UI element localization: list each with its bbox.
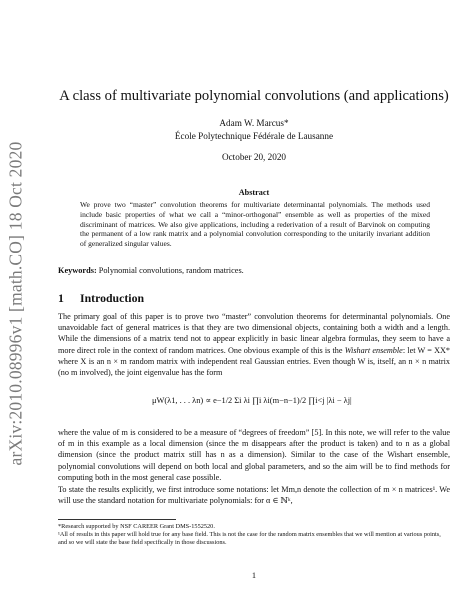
wishart-term: Wishart ensemble [344,345,403,355]
keywords-text: Polynomial convolutions, random matrices. [98,266,244,275]
intro-paragraph-3: To state the results explicitly, we first introduce some notations: let Mm,n denote the collection of m × n matrices¹. We will use the standard notation for multivariate polynomials: for α ∈ ℕᵏ, [58,485,450,506]
intro-paragraph-1 [58,311,450,378]
section-heading [58,291,144,306]
section-title: Introduction [80,291,145,305]
p1-text-b: : let W = XX* where X is an n × m random matrix with independent real Gaussian entries. Even though W is, itself, an n × n matrix (no m involved), the joint eigenvalue has the form [58,345,451,378]
abstract-text: We prove two “master” convolution theorems for multivariate determinantal polynomials. The methods used include basic properties of what we call a “minor-orthogonal” ensemble as well as properties of the mixed discriminant of matrices. We also give applications, including a rederivation of a result of Barvinok on computing the permanent of a low rank matrix and a polynomial convolution corresponding to the unitarily invariant addition of generalized singular values. [80,200,430,249]
p1-text-a: The primary goal of this paper is to prove two “master” convolution theorems for determinantal polynomials. One unavoidable fact of general matrices is that they are two dimensional objects, containing both a width and a length. While the dimensions of a matrix tend not to appear explicitly in basic linear algebra formulas, they seem to have a more direct role in the context of random matrices. One obvious example of this is the [58,312,450,355]
keywords-label: Keywords: [58,266,97,275]
arxiv-stamp [4,138,28,468]
page-number: 1 [251,571,257,580]
arxiv-id: arXiv:2010.08996v1 [math.CO] 18 Oct 2020 [5,141,26,465]
joint-eigenvalue-equation: μW(λ1, . . . λn) ∝ e−1/2 Σi λi ∏i λi(m−n−1)/2 ∏i<j |λi − λj| [152,396,352,405]
footnote-rule [58,519,176,520]
intro-paragraph-2: where the value of m is considered to be a measure of “degrees of freedom” [5]. In this note, we will refer to the value of m in this example as a local dimension (since the m disappears after the product is taken) and to n as a global dimension (since the product matrix still has n as a dimension). Similar to the case of the Wishart ensemble, polynomial convolutions will depend on both local and global parameters, and so the aim will be to find methods for computing both in the most general case possible. [58,428,450,482]
paper-title: A class of multivariate polynomial convolutions (and applications) [59,88,449,104]
section-number: 1 [58,291,64,305]
footnote-grant: *Research supported by NSF CAREER Grant DMS-1552520. [58,523,215,530]
abstract-heading: Abstract [238,188,270,197]
paper-date: October 20, 2020 [221,152,287,162]
author-name: Adam W. Marcus* [219,118,289,128]
keywords-line [58,266,450,275]
author-affiliation: École Polytechnique Fédérale de Lausanne [174,131,334,141]
footnote-base-field: ¹All of results in this paper will hold true for any base field. This is not the case for the random matrix ensembles that we will mention at various points, and so we will state the base field specifically in those discussions. [58,531,441,547]
